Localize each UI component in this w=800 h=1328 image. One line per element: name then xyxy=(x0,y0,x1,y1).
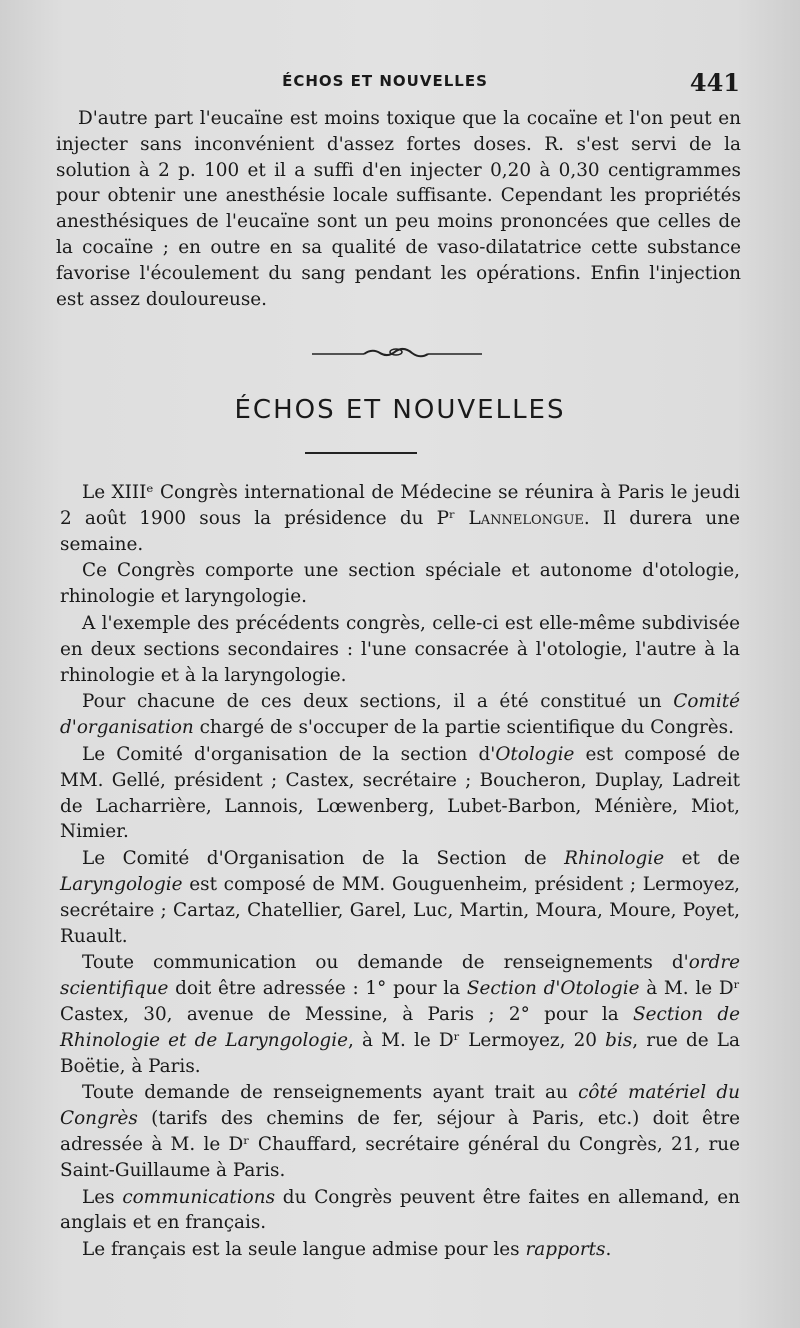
news-paragraph-5: Le Comité d'organisation de la section d'Otologie est composé de MM. Gellé, président ; Castex, secrétaire ; Boucheron, Duplay, Ladreit de Lacharrière, Lannois, Lœwenberg, Lubet-Barbon, Ménière, Miot, Nimier. xyxy=(60,743,741,843)
heading-rule xyxy=(305,452,417,454)
news-text-block xyxy=(60,480,740,1264)
news-paragraph-1: Le XIIIᵉ Congrès international de Médecine se réunira à Paris le jeudi 2 août 1900 sous la présidence du Pʳ Lannelongue. Il durera une semaine. xyxy=(60,482,740,555)
news-paragraph-3: A l'exemple des précédents congrès, celle-ci est elle-même subdivisée en deux sections secondaires : l'une consacrée à l'otologie, l'autre à la rhinologie et à la laryngologie. xyxy=(60,612,740,686)
news-paragraph-4: Pour chacune de ces deux sections, il a été constitué un Comité d'organisation chargé de s'occuper de la partie scientifique du Congrès. xyxy=(60,691,740,739)
news-paragraph-6: Le Comité d'Organisation de la Section de Rhinologie et de Laryngologie est composé de MM. Gouguenheim, président ; Lermoyez, secrétaire ; Cartaz, Chatellier, Garel, Luc, Martin, Moura, Moure, Poyet, Ruault. xyxy=(60,848,740,947)
section-heading: ÉCHOS ET NOUVELLES xyxy=(234,395,566,425)
news-paragraph-10: Le français est la seule langue admise pour les rapports. xyxy=(82,1239,612,1261)
intro-paragraph: D'autre part l'eucaïne est moins toxique que la cocaïne et l'on peut en injecter sans inconvénient d'assez fortes doses. R. s'est servi de la solution à 2 p. 100 et il a suffi d'en injecter 0,20 à 0,30 centigrammes pour obtenir une anesthésie locale suffisante. Cependant les propriétés anesthésiques de l'eucaïne sont un peu moins prononcées que celles de la cocaïne ; en outre en sa qualité de vaso-dilatatrice cette substance favorise l'écoulement du sang pendant les opérations. Enfin l'injection est assez douloureuse. xyxy=(56,108,741,310)
running-head xyxy=(0,68,800,97)
news-paragraph-8: Toute demande de renseignements ayant trait au côté matériel du Congrès (tarifs des chemins de fer, séjour à Paris, etc.) doit être adressée à M. le Dʳ Chauffard, secrétaire général du Congrès, 21, rue Saint-Guillaume à Paris. xyxy=(60,1082,740,1181)
news-paragraph-2: Ce Congrès comporte une section spéciale et autonome d'otologie, rhinologie et laryngologie. xyxy=(60,560,740,608)
president-name: Lannelongue xyxy=(468,507,584,529)
page-number: 441 xyxy=(689,68,740,97)
running-title: ÉCHOS ET NOUVELLES xyxy=(282,72,488,90)
news-paragraph-7: Toute communication ou demande de renseignements d'ordre scientifique doit être adressée : 1° pour la Section d'Otologie à M. le Dʳ Castex, 30, avenue de Messine, à Paris ; 2° pour la Section de Rhinologie et de Laryngologie, à M. le Dʳ Lermoyez, 20 bis, rue de La Boëtie, à Paris. xyxy=(60,952,740,1077)
news-paragraph-9: Les communications du Congrès peuvent être faites en allemand, en anglais et en français. xyxy=(60,1186,740,1234)
intro-text-block xyxy=(56,106,741,312)
ornament-divider-icon xyxy=(312,345,482,361)
